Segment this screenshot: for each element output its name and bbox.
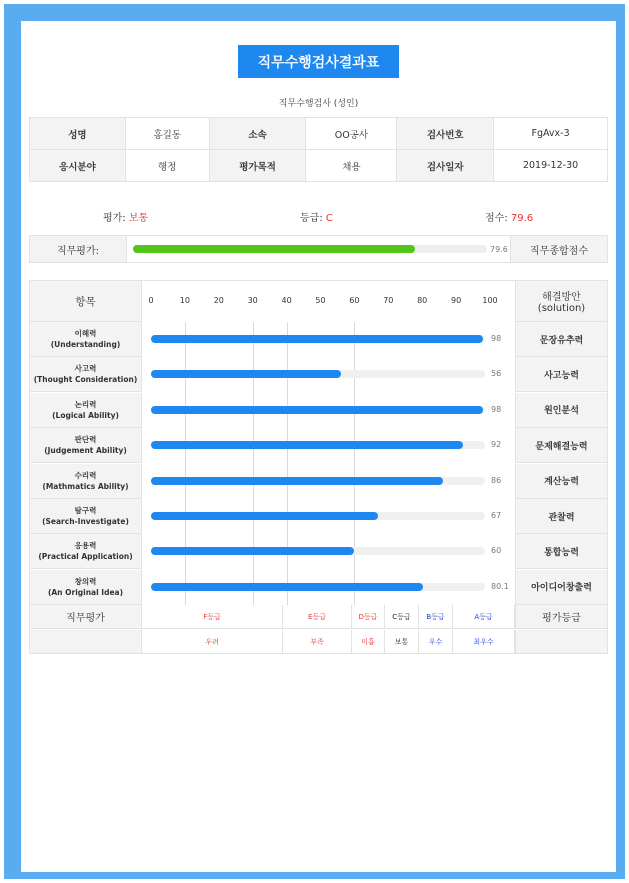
score-summary — [485, 209, 533, 224]
item-name: 사고력 — [74, 364, 97, 374]
x-tick-label: 60 — [349, 296, 360, 305]
item-name-en: (Logical Ability) — [52, 410, 119, 420]
gridline — [354, 322, 355, 605]
info-key-testno: 검사번호 — [397, 118, 494, 150]
info-key-org: 소속 — [209, 118, 306, 150]
solution-header — [515, 281, 607, 322]
report-subtitle: 직무수행검사 (성인) — [278, 99, 359, 109]
info-value-field: 행정 — [125, 150, 209, 182]
info-value-testno: FgAvx-3 — [494, 118, 608, 150]
score-value: 79.6 — [510, 213, 534, 224]
item-name: 논리력 — [74, 399, 97, 409]
x-tick-label: 70 — [383, 296, 394, 305]
item-label — [30, 534, 142, 569]
bar-track — [151, 547, 485, 555]
bar-track — [151, 335, 485, 343]
bar-track — [151, 370, 485, 378]
job-eval-value: 79.6 — [490, 244, 508, 254]
bar — [151, 583, 423, 591]
summary-line — [21, 209, 616, 223]
x-tick-label: 0 — [148, 296, 154, 305]
item-name: 이해력 — [74, 329, 97, 338]
item-header: 항목 — [30, 281, 142, 322]
info-value-purpose: 채용 — [306, 150, 397, 182]
solution-label: 통합능력 — [515, 534, 607, 569]
grade-right-empty — [515, 630, 607, 654]
info-key-purpose: 평가목적 — [209, 150, 306, 182]
item-name-en: (Search-Investigate) — [42, 517, 129, 526]
grade-left-empty — [30, 630, 142, 654]
item-label — [30, 357, 142, 392]
bar-track — [151, 583, 485, 591]
info-table — [29, 117, 608, 182]
score-label: 점수: — [485, 213, 508, 224]
solution-label: 아이디어창출력 — [515, 570, 607, 605]
info-key-date: 검사일자 — [397, 150, 494, 182]
info-key-field: 응시분야 — [30, 150, 126, 182]
score-chart — [29, 280, 608, 654]
grade-left-label: 직무평가 — [30, 605, 142, 629]
bar-value-label: 67 — [491, 511, 502, 520]
item-name-en: (An Original Idea) — [47, 587, 124, 597]
grade-desc-cell: 우수 — [419, 630, 453, 654]
bar — [151, 335, 483, 343]
info-key-name: 성명 — [30, 118, 126, 150]
solution-label: 원인분석 — [515, 393, 607, 428]
x-tick-label: 10 — [179, 296, 190, 305]
item-name: 판단력 — [74, 435, 97, 445]
item-name: 응용력 — [74, 541, 97, 551]
bar-value-label: 80.1 — [491, 581, 509, 591]
item-label — [30, 428, 142, 463]
bar — [151, 512, 378, 520]
solution-label: 계산능력 — [515, 464, 607, 499]
eval-label: 평가: — [103, 213, 126, 224]
grade-cell: F등급 — [142, 605, 283, 629]
x-tick-label: 20 — [213, 296, 224, 305]
info-value-org: OO공사 — [306, 118, 397, 150]
item-name-en: (Thought Consideration) — [33, 375, 138, 385]
page-frame — [4, 4, 625, 879]
item-name: 수리력 — [74, 470, 97, 480]
grade-desc-cell: 미흡 — [352, 630, 385, 654]
item-label — [30, 464, 142, 499]
bar-track — [151, 477, 485, 485]
x-tick-label: 80 — [417, 296, 428, 305]
gridline — [253, 322, 254, 605]
x-tick-label: 30 — [247, 296, 258, 305]
bar-track — [151, 406, 485, 414]
grade-cell: B등급 — [419, 605, 453, 629]
report-page — [21, 21, 616, 872]
bar-track — [151, 441, 485, 449]
info-value-name: 홍길동 — [125, 118, 209, 150]
grade-cell: E등급 — [283, 605, 352, 629]
item-name: 창의력 — [74, 576, 97, 586]
grade-label: 등급: — [300, 213, 323, 224]
bar-value-label: 98 — [491, 404, 502, 414]
grade-cell: A등급 — [453, 605, 515, 629]
eval-summary — [103, 209, 148, 224]
item-name-en: (Judgement Ability) — [44, 446, 127, 456]
bar-track — [151, 512, 485, 520]
info-row — [30, 118, 608, 150]
job-eval-track — [133, 245, 487, 253]
eval-value: 보통 — [128, 213, 149, 224]
job-eval-row — [29, 235, 608, 263]
report-title: 직무수행검사결과표 — [238, 45, 399, 78]
grade-cell: D등급 — [352, 605, 385, 629]
x-tick-label: 40 — [281, 296, 292, 305]
job-eval-total-label: 직무종합점수 — [510, 236, 607, 262]
item-label — [30, 393, 142, 428]
solution-label: 사고능력 — [515, 357, 607, 392]
grade-desc-cell: 부족 — [283, 630, 352, 654]
item-name-en: (Practical Application) — [38, 552, 133, 562]
gridline — [287, 322, 288, 605]
x-tick-label: 50 — [315, 296, 326, 305]
item-name: 탐구력 — [74, 506, 97, 515]
bar — [151, 477, 443, 485]
info-value-date: 2019-12-30 — [494, 150, 608, 182]
info-row — [30, 150, 608, 182]
bar-value-label: 60 — [491, 546, 502, 556]
bar-value-label: 56 — [491, 369, 502, 379]
solution-header-ko: 해결방안 — [542, 292, 581, 303]
bar — [151, 370, 341, 378]
grade-value: C — [325, 213, 333, 224]
solution-header-en: (solution) — [537, 303, 586, 314]
bar-value-label: 98 — [491, 334, 502, 343]
bar — [151, 406, 483, 414]
solution-label: 문장유추력 — [515, 322, 607, 357]
bar — [151, 441, 463, 449]
grade-desc-cell: 보통 — [385, 630, 419, 654]
item-label — [30, 570, 142, 605]
grade-desc-cell: 우려 — [142, 630, 283, 654]
x-tick-label: 90 — [451, 296, 462, 305]
item-label — [30, 499, 142, 534]
item-name-en: (Understanding) — [50, 340, 121, 349]
bar — [151, 547, 354, 555]
item-label — [30, 322, 142, 357]
x-tick-label: 100 — [482, 296, 498, 305]
grade-cell: C등급 — [385, 605, 419, 629]
job-eval-fill — [133, 245, 415, 253]
bar-value-label: 92 — [491, 440, 502, 450]
gridline — [185, 322, 186, 605]
item-name-en: (Mathmatics Ability) — [42, 481, 129, 491]
bar-value-label: 86 — [491, 475, 502, 485]
grade-summary — [300, 209, 333, 224]
grade-desc-cell: 최우수 — [453, 630, 515, 654]
solution-label: 문제해결능력 — [515, 428, 607, 463]
grade-right-label: 평가등급 — [515, 605, 607, 629]
solution-label: 관찰력 — [515, 499, 607, 534]
job-eval-label: 직무평가: — [30, 236, 127, 262]
